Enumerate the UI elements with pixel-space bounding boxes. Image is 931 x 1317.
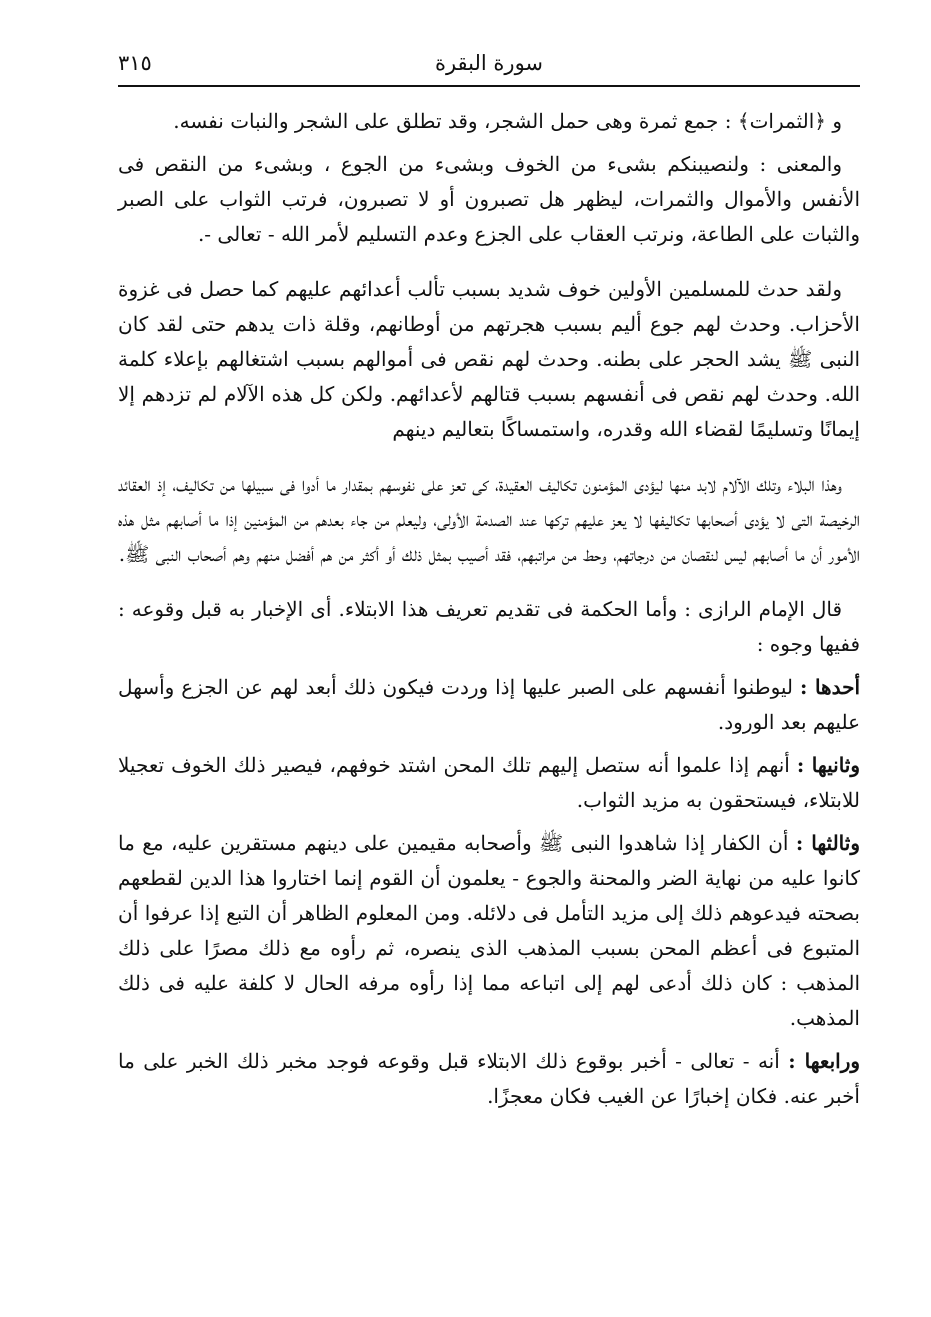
header-divider bbox=[118, 85, 860, 87]
paragraph-lead: وثانيها : bbox=[796, 753, 861, 777]
paragraph-text: أن الكفار إذا شاهدوا النبى ﷺ وأصحابه مقيمين على دينهم مستقرين عليه، مع ما كانوا عليه من نهاية الضر والمحنة والجوع - يعلمون أن القوم إنما اختاروا هذا الدين لقطعهم بصحته فيدعوهم ذلك إلى مزيد التأمل فى دلائله. ومن المعلوم الظاهر أن التبع إذا عرفوا أن المتبوع فى أعظم المحن بسبب المذهب الذى ينصره، ثم رأوه مع ذلك مصرًا على ذلك المذهب : كان ذلك أدعى لهم إلى اتباعه مما إذا رأوه مرفه الحال لا كلفة عليه فى ذلك المذهب. bbox=[118, 831, 861, 1030]
paragraph-text: وهذا البلاء وتلك الآلام لابد منها ليؤدى المؤمنون تكاليف العقيدة، كى تعز على نفوسهم بمقدار ما أدوا فى سبيلها من تكاليف، إذ العقائد الرخيصة التى لا يؤدى أصحابها تكاليفها لا يعز عليهم تركها عند الصدمة الأولى، وليعلم من جاء بعدهم من المؤمنين إذا ما أصابهم مثل هذه الأمور أن ما أصابهم ليس لنقصان من درجاتهم، وحط من مراتبهم، فقد أصيب بمثل ذلك أو أكثر من هم أفضل منهم وهم أصحاب النبى ﷺ. bbox=[118, 472, 860, 566]
paragraph-text: ليوطنوا أنفسهم على الصبر عليها إذا وردت فيكون ذلك أبعد لهم عن الجزع وأسهل عليهم بعد الورود. bbox=[118, 675, 860, 734]
paragraph-razi-quote bbox=[118, 592, 860, 662]
paragraph-text: و ﴿الثمرات﴾ : جمع ثمرة وهى حمل الشجر، وقد تطلق على الشجر والنبات نفسه. bbox=[173, 109, 842, 133]
page-number: ٣١٥ bbox=[118, 51, 152, 75]
paragraph-lead: ورابعها : bbox=[788, 1049, 861, 1073]
paragraph-first-reason bbox=[118, 670, 860, 740]
page-header bbox=[118, 42, 860, 82]
paragraph-meaning bbox=[118, 147, 860, 252]
paragraph-lead: وثالثها : bbox=[795, 831, 860, 855]
paragraph-text: قال الإمام الرازى : وأما الحكمة فى تقديم تعريف هذا الابتلاء. أى الإخبار به قبل وقوعه : ففيها وجوه : bbox=[118, 597, 860, 656]
page-title: سورة البقرة bbox=[434, 51, 544, 75]
paragraph-fruits-definition bbox=[118, 104, 860, 139]
paragraph-early-muslims bbox=[118, 272, 860, 447]
page-body bbox=[118, 104, 860, 1122]
paragraph-trial-purpose bbox=[118, 467, 860, 572]
paragraph-text: والمعنى : ولنصيبنكم بشىء من الخوف وبشىء من الجوع ، وبشىء من النقص فى الأنفس والأموال والثمرات، ليظهر هل تصبرون أو لا تصبرون، فرتب الثواب على الصبر والثبات على الطاعة، ونرتب العقاب على الجزع وعدم التسليم لأمر الله - تعالى -. bbox=[118, 152, 860, 246]
paragraph-third-reason bbox=[118, 826, 860, 1036]
paragraph-text: أنهم إذا علموا أنه ستصل إليهم تلك المحن اشتد خوفهم، فيصير ذلك الخوف تعجيلا للابتلاء، فيستحقون به مزيد الثواب. bbox=[118, 753, 860, 812]
paragraph-text: أنه - تعالى - أخبر بوقوع ذلك الابتلاء قبل وقوعه فوجد مخبر ذلك الخبر على ما أخبر عنه. فكان إخبارًا عن الغيب فكان معجزًا. bbox=[118, 1049, 860, 1108]
paragraph-text: ولقد حدث للمسلمين الأولين خوف شديد بسبب تألب أعدائهم عليهم كما حصل فى غزوة الأحزاب. وحدث لهم جوع أليم بسبب هجرتهم من أوطانهم، وقلة ذات يدهم حتى لقد كان النبى ﷺ يشد الحجر على بطنه. وحدث لهم نقص فى أموالهم بسبب اشتغالهم بإعلاء كلمة الله. وحدث لهم نقص فى أنفسهم بسبب قتالهم لأعدائهم. ولكن كل هذه الآلام لم تزدهم إلا إيمانًا وتسليمًا لقضاء الله وقدره، واستمساكًا بتعاليم دينهم bbox=[118, 277, 860, 441]
paragraph-second-reason bbox=[118, 748, 860, 818]
paragraph-fourth-reason bbox=[118, 1044, 860, 1114]
paragraph-lead: أحدها : bbox=[800, 675, 861, 699]
